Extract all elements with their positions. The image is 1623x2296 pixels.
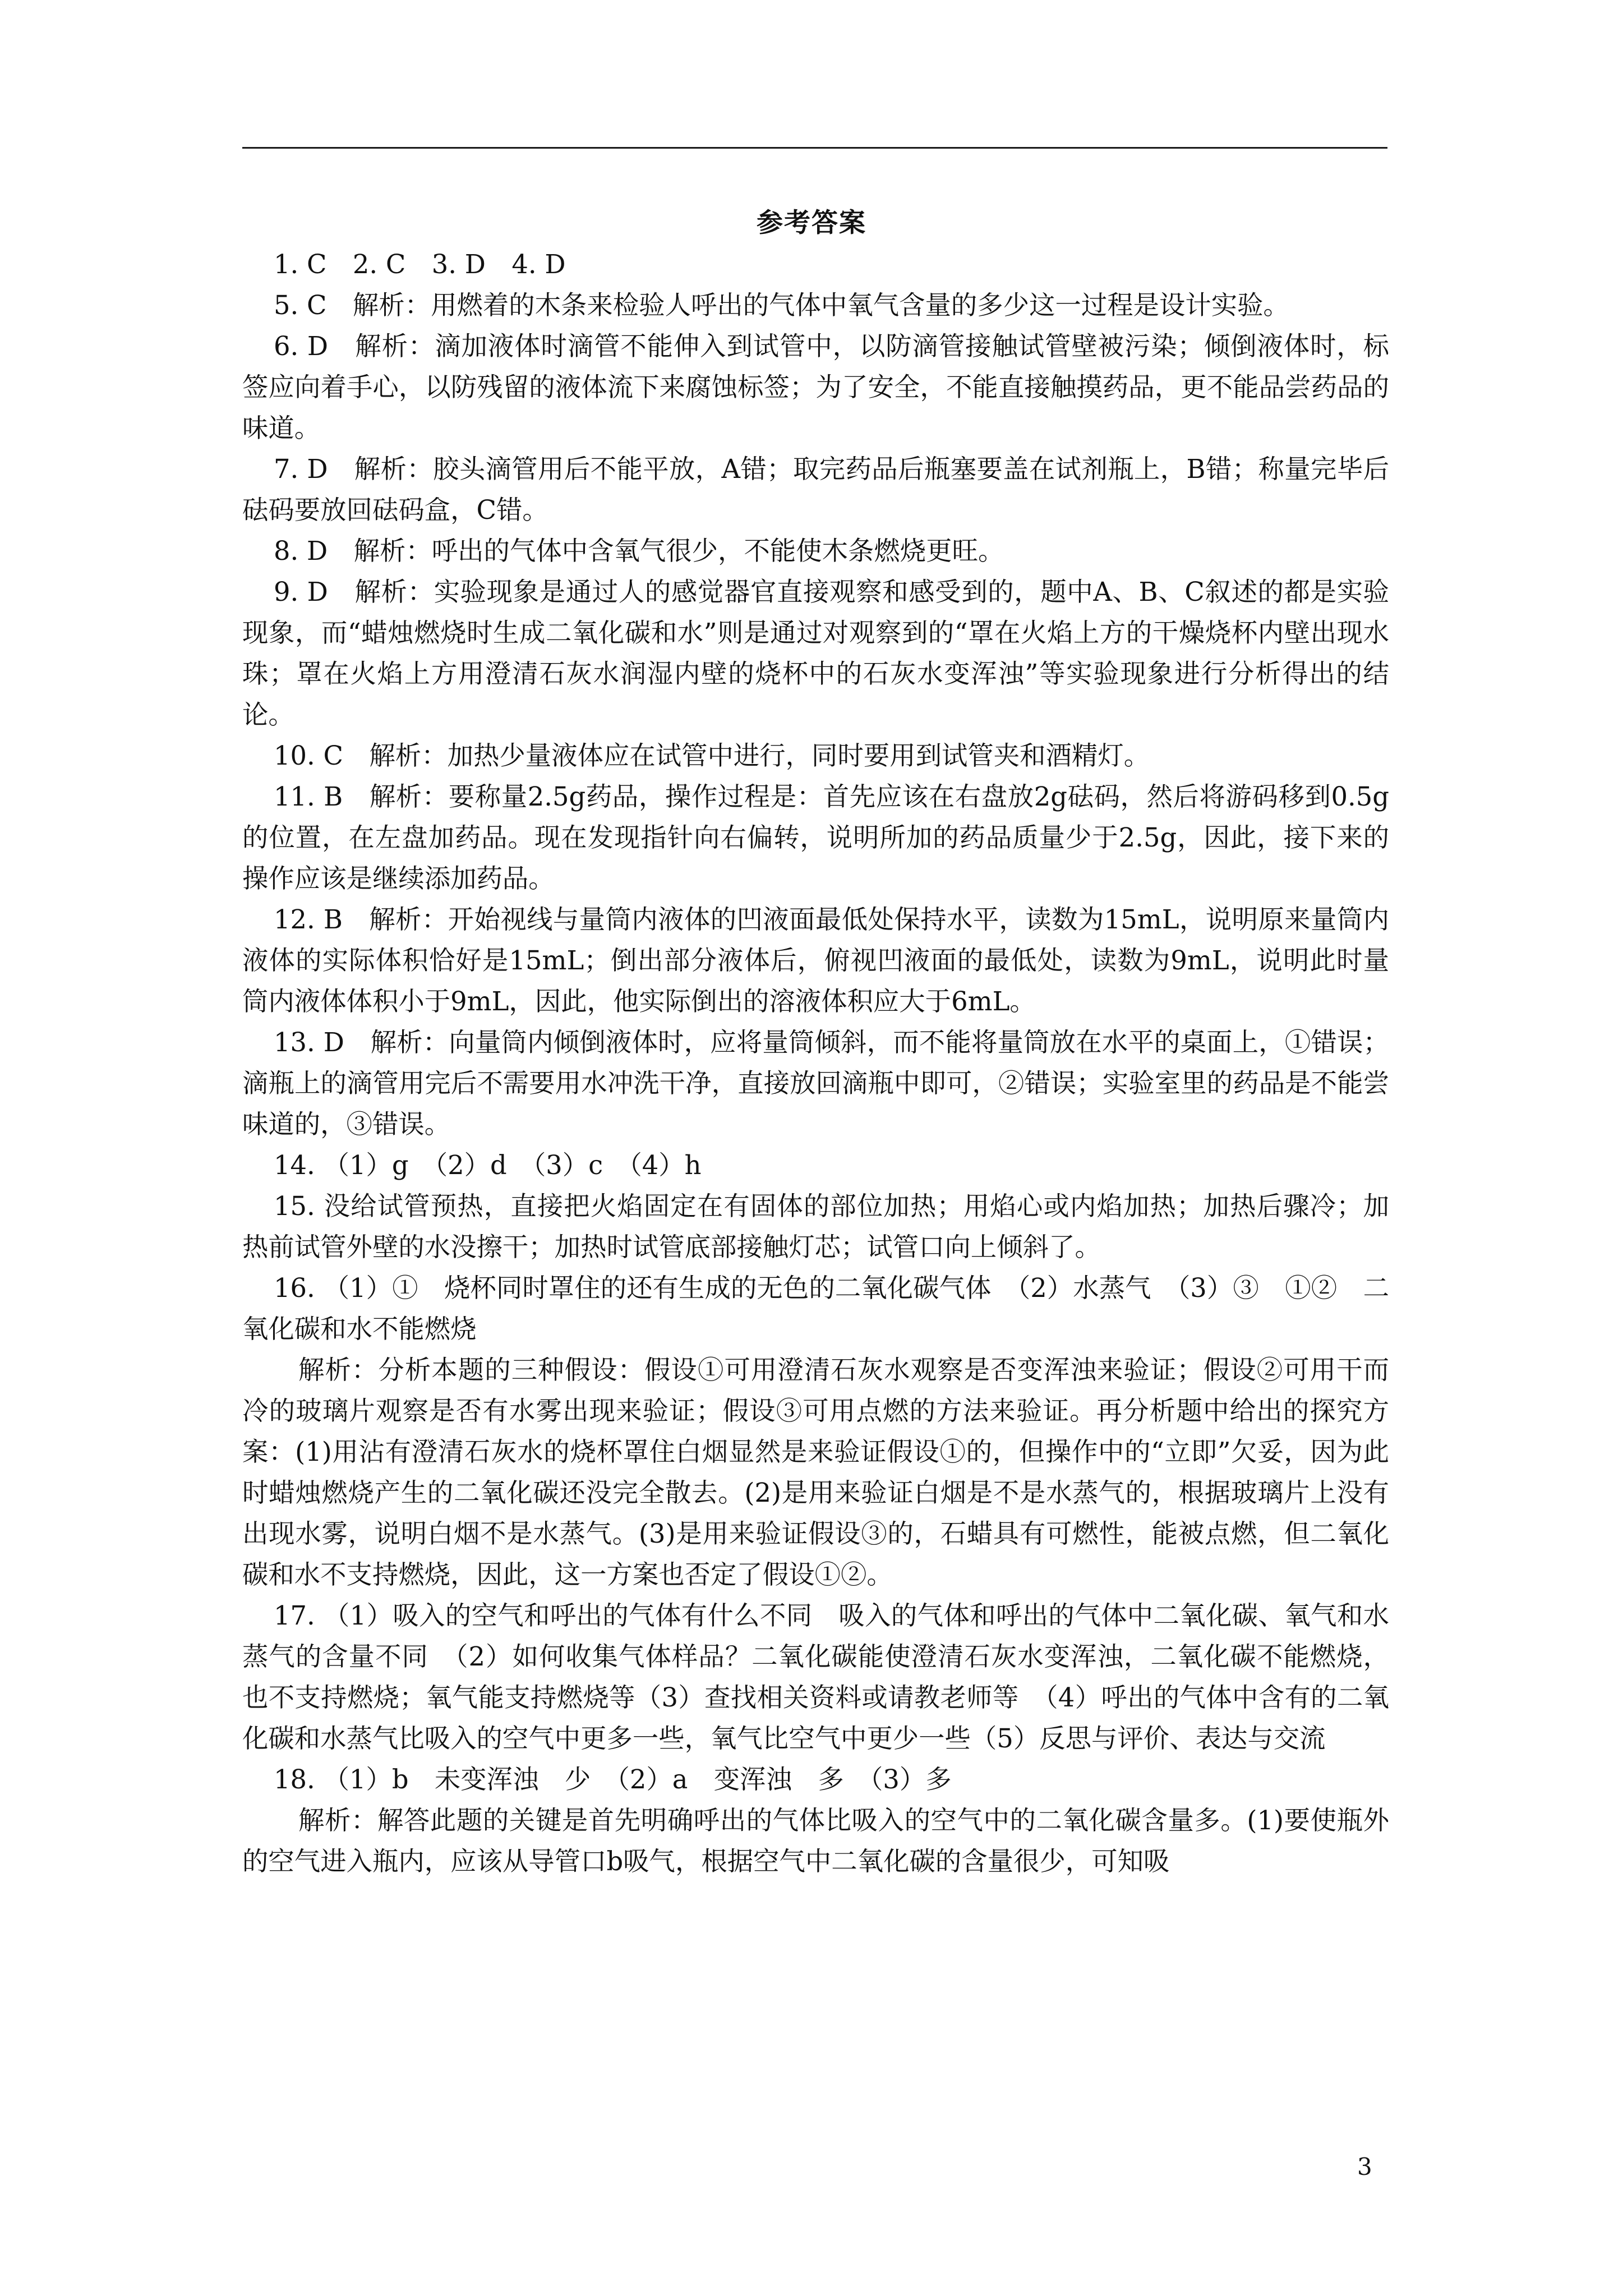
answer-paragraph: 10. C 解析：加热少量液体应在试管中进行，同时要用到试管夹和酒精灯。 <box>274 740 1150 771</box>
answer-paragraph: 1. C 2. C 3. D 4. D <box>274 249 566 279</box>
header-rule <box>242 147 1387 149</box>
answer-paragraph: 11. B 解析：要称量2.5g药品，操作过程是：首先应该在右盘放2g砝码，然后将游码移到0.5g的位置，在左盘加药品。现在发现指针向右偏转，说明所加的药品质量少于2.5g，因此，接下来的操作应该是继续添加药品。 <box>242 781 1389 894</box>
answer-body <box>242 244 1389 1882</box>
answer-paragraph: 9. D 解析：实验现象是通过人的感觉器官直接观察和感受到的，题中A、B、C叙述的都是实验现象，而“蜡烛燃烧时生成二氧化碳和水”则是通过对观察到的“罩在火焰上方的干燥烧杯内壁出现水珠；罩在火焰上方用澄清石灰水润湿内壁的烧杯中的石灰水变浑浊”等实验现象进行分析得出的结论。 <box>242 577 1389 730</box>
answer-paragraph: 8. D 解析：呼出的气体中含氧气很少，不能使木条燃烧更旺。 <box>274 536 1004 566</box>
page-title: 参考答案 <box>757 208 866 238</box>
answer-paragraph: 12. B 解析：开始视线与量筒内液体的凹液面最低处保持水平，读数为15mL，说明原来量筒内液体的实际体积恰好是15mL；倒出部分液体后，俯视凹液面的最低处，读数为9mL，说明此时量筒内液体体积小于9mL，因此，他实际倒出的溶液体积应大于6mL。 <box>242 904 1389 1016</box>
page-number: 3 <box>1357 2153 1372 2180</box>
answer-paragraph: 17. （1）吸入的空气和呼出的气体有什么不同 吸入的气体和呼出的气体中二氧化碳、氧气和水蒸气的含量不同 （2）如何收集气体样品？二氧化碳能使澄清石灰水变浑浊，二氧化碳不能燃烧，也不支持燃烧；氧气能支持燃烧等（3）查找相关资料或请教老师等 （4）呼出的气体中含有的二氧化碳和水蒸气比吸入的空气中更多一些，氧气比空气中更少一些（5）反思与评价、表达与交流 <box>242 1600 1389 1754</box>
answer-paragraph: 5. C 解析：用燃着的木条来检验人呼出的气体中氧气含量的多少这一过程是设计实验。 <box>274 290 1289 320</box>
answer-paragraph: 16. （1）① 烧杯同时罩住的还有生成的无色的二氧化碳气体 （2）水蒸气 （3）③ ①② 二氧化碳和水不能燃烧 <box>242 1273 1389 1344</box>
answer-paragraph: 7. D 解析：胶头滴管用后不能平放，A错；取完药品后瓶塞要盖在试剂瓶上，B错；称量完毕后砝码要放回砝码盒，C错。 <box>242 454 1389 525</box>
answer-paragraph: 解析：分析本题的三种假设：假设①可用澄清石灰水观察是否变浑浊来验证；假设②可用干而冷的玻璃片观察是否有水雾出现来验证；假设③可用点燃的方法来验证。再分析题中给出的探究方案：(1)用沾有澄清石灰水的烧杯罩住白烟显然是来验证假设①的，但操作中的“立即”欠妥，因为此时蜡烛燃烧产生的二氧化碳还没完全散去。(2)是用来验证白烟是不是水蒸气的，根据玻璃片上没有出现水雾，说明白烟不是水蒸气。(3)是用来验证假设③的，石蜡具有可燃性，能被点燃，但二氧化碳和水不支持燃烧，因此，这一方案也否定了假设①②。 <box>242 1355 1389 1590</box>
answer-paragraph: 18. （1）b 未变浑浊 少 （2）a 变浑浊 多 （3）多 <box>274 1764 952 1795</box>
answer-paragraph: 14. （1）g （2）d （3）c （4）h <box>274 1150 702 1180</box>
answer-paragraph: 6. D 解析：滴加液体时滴管不能伸入到试管中，以防滴管接触试管壁被污染；倾倒液体时，标签应向着手心，以防残留的液体流下来腐蚀标签；为了安全，不能直接触摸药品，更不能品尝药品的味道。 <box>242 331 1389 443</box>
answer-paragraph: 13. D 解析：向量筒内倾倒液体时，应将量筒倾斜，而不能将量筒放在水平的桌面上，①错误；滴瓶上的滴管用完后不需要用水冲洗干净，直接放回滴瓶中即可，②错误；实验室里的药品是不能尝味道的，③错误。 <box>242 1027 1389 1139</box>
answer-paragraph: 15. 没给试管预热，直接把火焰固定在有固体的部位加热；用焰心或内焰加热；加热后骤冷；加热前试管外壁的水没擦干；加热时试管底部接触灯芯；试管口向上倾斜了。 <box>242 1191 1389 1262</box>
answer-paragraph: 解析：解答此题的关键是首先明确呼出的气体比吸入的空气中的二氧化碳含量多。(1)要使瓶外的空气进入瓶内，应该从导管口b吸气，根据空气中二氧化碳的含量很少，可知吸 <box>242 1805 1389 1876</box>
